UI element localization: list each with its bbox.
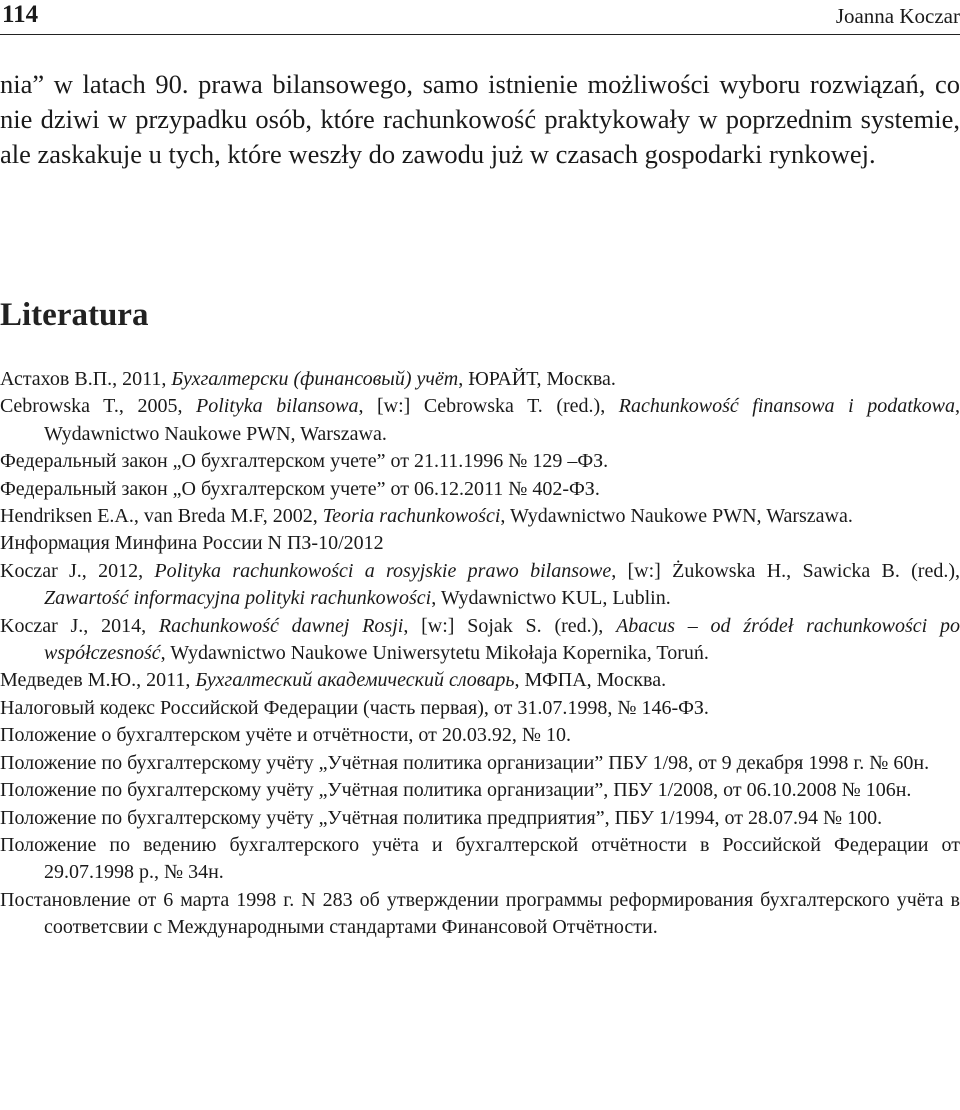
reference-title: Rachunkowość dawnej Rosji: [158, 614, 404, 637]
reference-text: Астахов В.П., 2011,: [0, 368, 172, 390]
reference-title: Бухгалтерски (финансовый) учёт: [171, 368, 459, 390]
reference-text: Положение по бухгалтерскому учёту „Учётная политика организации”, ПБУ 1/2008, от 06.10.2008 № 106н.: [0, 779, 912, 802]
reference-title: Бухгалтеский академический словарь: [195, 669, 515, 692]
reference-entry: [0, 366, 960, 393]
reference-text: , МФПА, Москва.: [514, 669, 667, 692]
reference-entry: [0, 530, 960, 557]
reference-text: , Wydawnictwo Naukowe Uniwersytetu Mikołaja Kopernika, Toruń.: [160, 642, 709, 665]
reference-text: Медведев М.Ю., 2011,: [0, 669, 196, 692]
reference-text: , [w:] Żukowska H., Sawicka B. (red.),: [611, 559, 960, 582]
reference-entry: [0, 503, 960, 530]
section-title: Literatura: [0, 297, 149, 333]
reference-text: , Wydawnictwo Naukowe PWN, Warszawa.: [44, 395, 960, 445]
reference-text: Положение по ведению бухгалтерского учёта и бухгалтерской отчётности в Российской Федерации от 29.07.1998 р., № 34н.: [0, 833, 960, 884]
reference-entry: [0, 887, 960, 942]
reference-entry: [0, 695, 960, 722]
reference-text: Федеральный закон „О бухгалтерском учете” от 21.11.1996 № 129 –ФЗ.: [0, 450, 609, 473]
reference-entry: [0, 558, 960, 613]
reference-entry: [0, 832, 960, 887]
reference-text: Koczar J., 2014,: [0, 614, 159, 637]
reference-entry: [0, 448, 960, 475]
reference-text: , [w:] Sojak S. (red.),: [403, 614, 617, 637]
reference-title: Teoria rachunkowości: [322, 505, 501, 528]
reference-text: , Wydawnictwo Naukowe PWN, Warszawa.: [500, 505, 853, 528]
reference-list: [0, 366, 960, 942]
reference-text: Информация Минфина России N ПЗ-10/2012: [0, 532, 384, 555]
reference-text: , [w:] Cebrowska T. (red.),: [358, 395, 619, 418]
reference-entry: [0, 777, 960, 804]
reference-entry: [0, 722, 960, 749]
reference-text: Положение по бухгалтерскому учёту „Учётная политика организации” ПБУ 1/98, от 9 декабря 1998 г. № 60н.: [0, 751, 930, 774]
body-paragraph: nia” w latach 90. prawa bilansowego, samo istnienie możliwości wyboru rozwiązań, co nie dziwi w przypadku osób, które rachunkowość praktykowały w poprzednim systemie, ale zaskakuje u tych, które weszły do zawodu już w czasach gospodarki rynkowej.: [0, 69, 960, 169]
reference-text: Hendriksen E.A., van Breda M.F, 2002,: [0, 505, 323, 528]
reference-title: Rachunkowość finansowa i podatkowa: [618, 395, 955, 418]
reference-entry: [0, 667, 960, 694]
reference-entry: [0, 750, 960, 777]
reference-text: , Wydawnictwo KUL, Lublin.: [431, 587, 671, 610]
page-number: 114: [2, 1, 39, 28]
running-head-author: Joanna Koczar: [835, 4, 960, 28]
reference-title: Zawartość informacyjna polityki rachunkowości: [44, 587, 432, 610]
page-header: [0, 0, 960, 35]
reference-entry: [0, 476, 960, 503]
reference-text: Положение о бухгалтерском учёте и отчётности, от 20.03.92, № 10.: [0, 724, 571, 747]
reference-text: Положение по бухгалтерскому учёту „Учётная политика предприятия”, ПБУ 1/1994, от 28.07.94 № 100.: [0, 806, 883, 829]
reference-text: , ЮРАЙТ, Москва.: [458, 368, 616, 390]
reference-text: Федеральный закон „О бухгалтерском учете” от 06.12.2011 № 402-ФЗ.: [0, 477, 600, 500]
reference-text: Koczar J., 2012,: [0, 559, 155, 582]
reference-title: Abacus – od źródeł rachunkowości po współczesność: [44, 614, 960, 665]
reference-text: Постановление от 6 марта 1998 г. N 283 об утверждении программы реформирования бухгалтерского учёта в соответсвии с Международными стандартами Финансовой Отчётности.: [0, 888, 960, 939]
reference-title: Polityka bilansowa: [196, 395, 359, 418]
reference-text: Налоговый кодекс Российской Федерации (часть первая), от 31.07.1998, № 146-ФЗ.: [0, 696, 709, 719]
reference-entry: [0, 805, 960, 832]
reference-title: Polityka rachunkowości a rosyjskie prawo bilansowe: [154, 559, 612, 582]
reference-text: Cebrowska T., 2005,: [0, 395, 197, 418]
reference-entry: [0, 393, 960, 448]
reference-entry: [0, 613, 960, 668]
